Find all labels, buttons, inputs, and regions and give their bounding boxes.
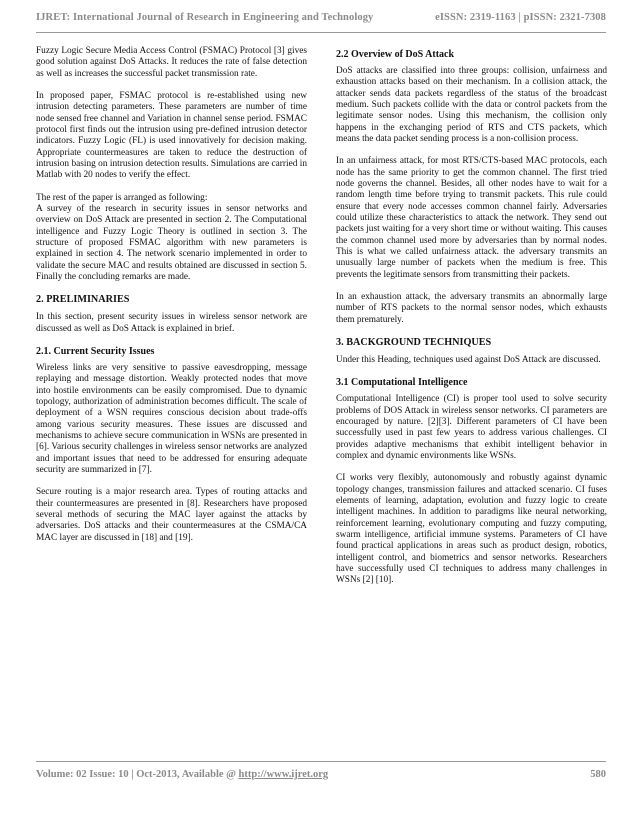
- paragraph: Computational Intelligence (CI) is proper tool used to solve security problems of DOS Attack in wireless sensor networks. CI parameters are encouraged by nature. [2][3]. Different parameters of CI have been successfully used in past few years to address various challenges. CI provides adaptive mechanisms that exhibit intelligent behavior in complex and dynamic environments like WSNs.: [336, 394, 607, 462]
- paragraph: Secure routing is a major research area. Types of routing attacks and their countermeasures are presented in [8]. Researchers have proposed several methods of securing the MAC layer against the attacks by adversaries. DoS attacks and their countermeasures at the CSMA/CA MAC layer are discussed in [18] and [19].: [36, 487, 307, 543]
- paragraph: In this section, present security issues in wireless sensor network are discussed as well as DoS Attack is explained in brief.: [36, 312, 307, 334]
- page-number: 580: [590, 769, 606, 780]
- paragraph: The rest of the paper is arranged as following:: [36, 192, 208, 203]
- journal-title: IJRET: International Journal of Research in Engineering and Technology: [36, 12, 374, 23]
- footer-divider: [36, 761, 606, 762]
- header-divider: [36, 32, 606, 33]
- paragraph: Wireless links are very sensitive to passive eavesdropping, message replaying and message distortion. Weakly protected nodes that move into hostile environments can be easily compromised. Due to dynamic topology, authorization of administration becomes difficult. The scale of deployment of a WSN requires conscious decision about trade-offs among various security measures. These issues are discussed and mechanisms to achieve secure communication in WSNs are presented in [6]. Various security challenges in wireless sensor networks are analyzed and important issues that need to be addressed for ensuring adequate security are summarized in [7].: [36, 363, 307, 476]
- paragraph: In an exhaustion attack, the adversary transmits an abnormally large number of RTS packets to the normal sensor nodes, which exhausts them prematurely.: [336, 291, 607, 325]
- right-column: [336, 46, 607, 598]
- issn-numbers: eISSN: 2319-1163 | pISSN: 2321-7308: [435, 12, 606, 23]
- paragraph: Fuzzy Logic Secure Media Access Control (FSMAC) Protocol [3] gives good solution against DoS Attacks. It reduces the rate of false detection as well as increases the successful packet transmission rate.: [36, 46, 307, 79]
- paragraph: Under this Heading, techniques used against DoS Attack are discussed.: [336, 355, 601, 366]
- subsection-heading: 2.2 Overview of DoS Attack: [336, 49, 455, 60]
- paragraph: In proposed paper, FSMAC protocol is re-established using new intrusion detecting parameters. These parameters are number of time node sensed free channel and Variation in channel sense period. FSMAC protocol first finds out the intrusion using pre-defined intrusion detector indicators. Fuzzy Logic (FL) is used innovatively for decision making. Appropriate countermeasures are taken to reduce the destruction of intrusion basing on intrusion detection results. Simulations are carried in Matlab with 20 nodes to verify the effect.: [36, 90, 307, 181]
- paragraph: A survey of the research in security issues in sensor networks and overview on DoS Attack are presented in section 2. The Computational intelligence and Fuzzy Logic Theory is outlined in section 3. The structure of proposed FSMAC algorithm with new parameters is explained in section 4. The network scenario implemented in order to validate the secure MAC and results obtained are discussed in section 5. Finally the concluding remarks are made.: [36, 203, 307, 282]
- section-heading: 3. BACKGROUND TECHNIQUES: [336, 336, 492, 348]
- paragraph: CI works very flexibly, autonomously and robustly against dynamic topology changes, transmission failures and attacked scenario. CI fuses elements of learning, adaptation, evolution and fuzzy logic to create intelligent machines. In addition to paradigms like neural networking, reinforcement learning, evolutionary computing and fuzzy computing, swarm intelligence, artificial immune systems. Parameters of CI have found practical applications in areas such as product design, robotics, intelligent control, and biometrics and sensor networks. Researchers have successfully used CI techniques to address many challenges in WSNs [2] [10].: [336, 473, 607, 586]
- running-footer: [36, 769, 606, 780]
- paragraph: In an unfairness attack, for most RTS/CTS-based MAC protocols, each node has the same priority to get the common channel. The first tried node governs the channel. Besides, all other nodes have to wait for a random length time before trying to transmit packets. This rule could ensure that every node accesses common channel fairly. Adversaries could utilize these characteristics to attack the network. They send out packets just waiting for a very short time or without waiting. This causes the common channel used more by adversaries than by normal nodes. This is what we called unfairness attack. the adversary transmits an unusually large number of packets when the medium is free. This prevents the legitimate sensors from transmitting their packets.: [336, 156, 607, 280]
- paragraph: DoS attacks are classified into three groups: collision, unfairness and exhaustion attacks based on their mechanism. In a collision attack, the attacker sends data packets regardless of the status of the broadcast medium. Such packets collide with the data or control packets from the legitimate sensor nodes. Using this mechanism, the collision only happens in the exchanging period of RTS and CTS packets, which means the data packet sending process is a non-collision process.: [336, 66, 607, 144]
- subsection-heading: 3.1 Computational Intelligence: [336, 377, 468, 389]
- volume-info: Volume: 02 Issue: 10 | Oct-2013, Available @ http://www.ijret.org: [36, 769, 329, 780]
- subsection-heading: 2.1. Current Security Issues: [36, 346, 155, 358]
- running-header: [36, 12, 606, 23]
- journal-link[interactable]: http://www.ijret.org: [238, 769, 329, 780]
- section-heading: 2. PRELIMINARIES: [36, 294, 130, 306]
- left-column: [36, 46, 307, 555]
